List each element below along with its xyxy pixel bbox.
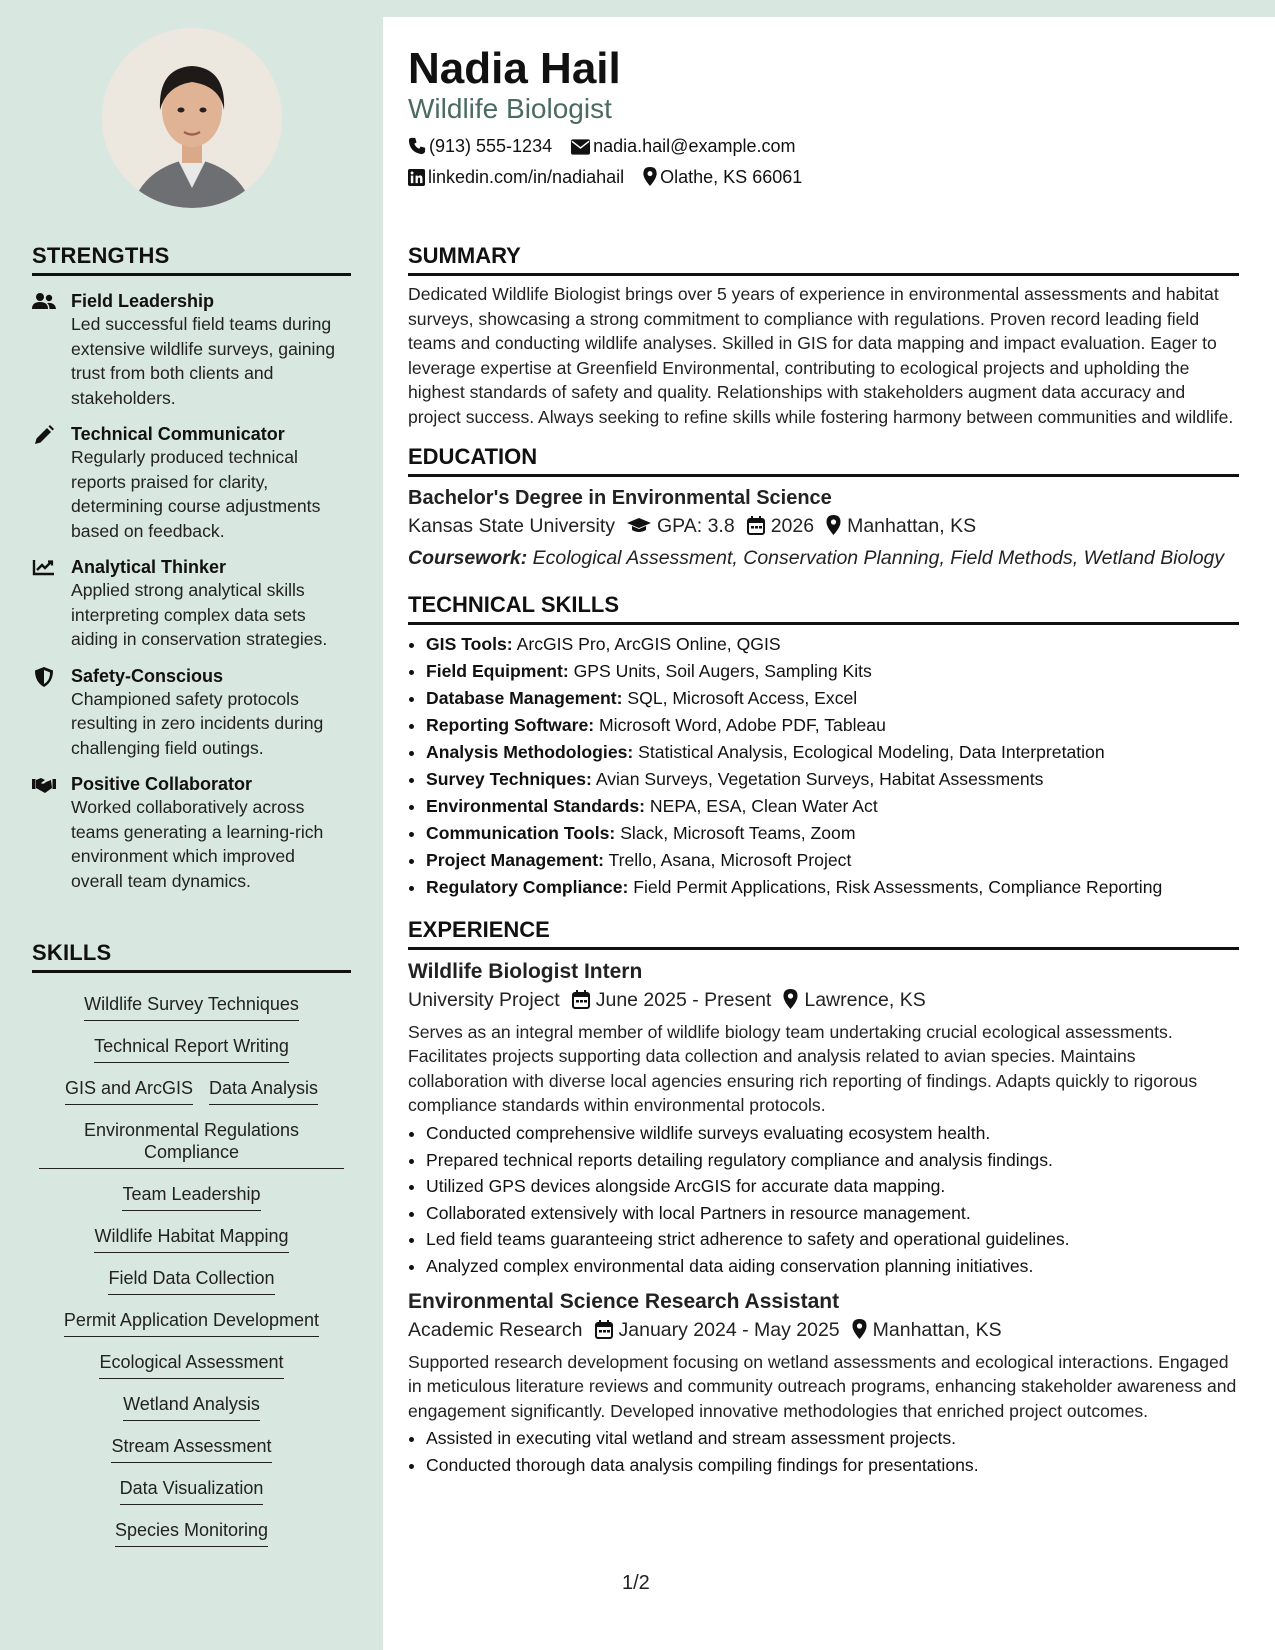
job-meta <box>408 989 1239 1012</box>
strength-desc: Applied strong analytical skills interpreting complex data sets aiding in conservation strategies. <box>71 580 328 649</box>
strength-desc: Worked collaboratively across teams generating a learning-rich environment which improved overall team dynamics. <box>71 797 324 891</box>
list-item: • Conducted comprehensive wildlife surveys evaluating ecosystem health. <box>426 1120 1239 1147</box>
coursework <box>408 546 1239 570</box>
linkedin-icon <box>408 169 425 186</box>
envelope-icon <box>571 139 590 155</box>
page-number: 1/2 <box>622 1572 650 1594</box>
phone-item <box>408 135 552 157</box>
skill-tag: Permit Application Development <box>64 1309 319 1337</box>
list-item: • GIS Tools: ArcGIS Pro, ArcGIS Online, QGIS <box>426 631 1239 658</box>
skill-tag: Environmental Regulations Compliance <box>39 1119 344 1169</box>
list-item: • Regulatory Compliance: Field Permit Applications, Risk Assessments, Compliance Reporting <box>426 874 1239 901</box>
coursework-label: Coursework: <box>408 546 528 569</box>
map-pin-icon <box>852 1319 867 1339</box>
job-org: Academic Research <box>408 1318 583 1341</box>
skill-tag: Ecological Assessment <box>99 1351 283 1379</box>
list-item: • Communication Tools: Slack, Microsoft Teams, Zoom <box>426 820 1239 847</box>
profile-photo <box>102 28 282 208</box>
list-item: • Utilized GPS devices alongside ArcGIS for accurate data mapping. <box>426 1173 1239 1200</box>
strength-desc: Championed safety protocols resulting in zero incidents during challenging field outings. <box>71 688 324 758</box>
skill-tag: Stream Assessment <box>111 1435 271 1463</box>
summary-heading: SUMMARY <box>408 243 1239 276</box>
pencil-icon <box>32 425 56 445</box>
coursework-list: Ecological Assessment, Conservation Planning, Field Methods, Wetland Biology <box>532 546 1225 569</box>
strength-title: Technical Communicator <box>71 424 285 444</box>
strength-item <box>32 556 351 652</box>
technical-skills-heading: TECHNICAL SKILLS <box>408 592 1239 625</box>
skills-section <box>32 940 351 1547</box>
job-description: Serves as an integral member of wildlife biology team undertaking crucial ecological assessments. Facilitates projects supporting data collection and analysis related to avian species. Maintains collaboration with diverse local agencies ensuring rich reporting of findings. Adapts quickly to rigorous compliance standards within environmental protocols. <box>408 1021 1198 1116</box>
job-title: Wildlife Biologist Intern <box>408 959 643 983</box>
strength-desc: Regularly produced technical reports praised for clarity, determining course adjustments based on feedback. <box>71 447 321 541</box>
job-bullets <box>408 1120 1239 1280</box>
main-column <box>408 243 1239 1478</box>
skill-tag: Data Visualization <box>120 1477 264 1505</box>
job-dates: June 2025 - Present <box>595 988 772 1011</box>
strength-title: Analytical Thinker <box>71 557 227 577</box>
candidate-title: Wildlife Biologist <box>408 93 612 124</box>
strength-title: Positive Collaborator <box>71 774 253 794</box>
list-item: • Collaborated extensively with local Partners in resource management. <box>426 1200 1239 1227</box>
candidate-name: Nadia Hail <box>408 44 621 93</box>
list-item: • Assisted in executing vital wetland and stream assessment projects. <box>426 1425 1239 1452</box>
list-item: • Environmental Standards: NEPA, ESA, Clean Water Act <box>426 793 1239 820</box>
list-item: • Prepared technical reports detailing regulatory compliance and analysis findings. <box>426 1147 1239 1174</box>
education-school: Kansas State University <box>408 514 616 537</box>
list-item: • Analyzed complex environmental data aiding conservation planning initiatives. <box>426 1253 1239 1280</box>
calendar-icon <box>747 516 765 535</box>
strengths-heading: STRENGTHS <box>32 243 351 276</box>
phone-text: (913) 555-1234 <box>429 136 553 156</box>
job-title: Environmental Science Research Assistant <box>408 1289 840 1313</box>
chart-line-icon <box>32 558 56 578</box>
skill-tag: Wetland Analysis <box>123 1393 260 1421</box>
strength-item <box>32 665 351 761</box>
experience-heading: EXPERIENCE <box>408 917 1239 950</box>
education-gpa: GPA: 3.8 <box>657 514 735 537</box>
education-meta <box>408 515 1239 538</box>
job-location: Manhattan, KS <box>872 1318 1002 1341</box>
calendar-icon <box>572 990 590 1009</box>
linkedin-item[interactable] <box>408 166 624 188</box>
skill-tag: Team Leadership <box>122 1183 260 1211</box>
list-item: • Reporting Software: Microsoft Word, Adobe PDF, Tableau <box>426 712 1239 739</box>
job-dates: January 2024 - May 2025 <box>618 1318 840 1341</box>
list-item: • Analysis Methodologies: Statistical Analysis, Ecological Modeling, Data Interpretation <box>426 739 1239 766</box>
job-bullets <box>408 1425 1239 1478</box>
map-pin-icon <box>643 167 657 186</box>
graduation-cap-icon <box>627 517 651 535</box>
education-year: 2026 <box>770 514 815 537</box>
location-text: Olathe, KS 66061 <box>660 167 803 187</box>
strength-item <box>32 773 351 893</box>
contact-row-2 <box>408 166 816 188</box>
skill-tag: GIS and ArcGIS <box>65 1077 193 1105</box>
linkedin-text[interactable]: linkedin.com/in/nadiahail <box>428 167 625 187</box>
summary-text: Dedicated Wildlife Biologist brings over 5 years of experience in environmental assessments and habitat surveys, showcasing a strong commitment to compliance with regulations. Proven record leading field teams and conducting wildlife analyses. Skilled in GIS for data mapping and impact evaluation. Eager to leverage expertise at Greenfield Environmental, contributing to ecological projects and upholding the highest standards of safety and quality. Relationships with stakeholders augment data accuracy and project success. Always seeking to refine skills while fostering harmony between communities and wildlife. <box>408 284 1234 427</box>
calendar-icon <box>595 1320 613 1339</box>
list-item: • Survey Techniques: Avian Surveys, Vegetation Surveys, Habitat Assessments <box>426 766 1239 793</box>
email-text[interactable]: nadia.hail@example.com <box>593 136 796 156</box>
job-org: University Project <box>408 988 560 1011</box>
skill-tag: Species Monitoring <box>115 1519 268 1547</box>
users-icon <box>32 292 56 312</box>
location-item <box>643 166 802 188</box>
strength-item <box>32 423 351 543</box>
job-location: Lawrence, KS <box>804 988 926 1011</box>
strengths-section <box>32 243 351 893</box>
map-pin-icon <box>783 989 798 1009</box>
education-degree: Bachelor's Degree in Environmental Science <box>408 486 832 509</box>
list-item: • Conducted thorough data analysis compiling findings for presentations. <box>426 1452 1239 1479</box>
contact-row-1 <box>408 135 810 157</box>
list-item: • Led field teams guaranteeing strict adherence to safety and operational guidelines. <box>426 1226 1239 1253</box>
skill-tag: Data Analysis <box>209 1077 318 1105</box>
strength-title: Safety-Conscious <box>71 665 224 686</box>
email-item[interactable] <box>571 135 795 157</box>
skills-heading: SKILLS <box>32 940 351 973</box>
skill-tag: Wildlife Habitat Mapping <box>94 1225 288 1253</box>
skill-tag: Technical Report Writing <box>94 1035 289 1063</box>
job-description: Supported research development focusing on wetland assessments and ecological interactions. Engaged in meticulous literature reviews and community outreach programs, enhancing stakeholder awareness and engagement significantly. Developed innovative methodologies that enriched project outcomes. <box>408 1351 1237 1421</box>
strength-desc: Led successful field teams during extensive wildlife surveys, gaining trust from both clients and stakeholders. <box>71 314 336 408</box>
skills-list <box>32 973 351 1547</box>
education-heading: EDUCATION <box>408 444 1239 477</box>
strength-item <box>32 290 351 410</box>
job-meta <box>408 1319 1239 1342</box>
strength-title: Field Leadership <box>71 291 215 311</box>
skill-tag: Wildlife Survey Techniques <box>84 993 299 1021</box>
skill-tag: Field Data Collection <box>108 1267 274 1295</box>
technical-skills-list <box>408 631 1239 901</box>
list-item: • Project Management: Trello, Asana, Microsoft Project <box>426 847 1239 874</box>
handshake-icon <box>32 775 56 795</box>
list-item: • Field Equipment: GPS Units, Soil Augers, Sampling Kits <box>426 658 1239 685</box>
list-item: • Database Management: SQL, Microsoft Access, Excel <box>426 685 1239 712</box>
shield-icon <box>32 667 56 687</box>
map-pin-icon <box>826 515 841 535</box>
phone-icon <box>408 137 426 155</box>
education-location: Manhattan, KS <box>847 514 977 537</box>
